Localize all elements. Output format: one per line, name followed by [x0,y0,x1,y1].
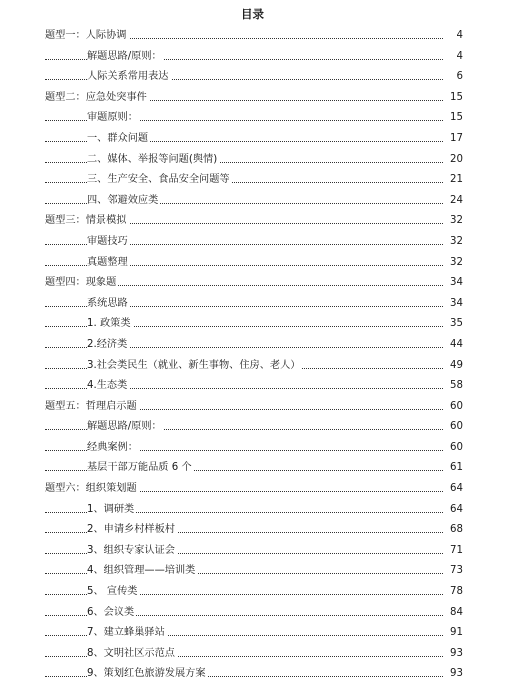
toc-entry-label: 6、会议类 [87,603,136,624]
toc-subsection-entry[interactable] [0,170,505,191]
toc-entry-label: 4、组织管理——培训类 [87,561,197,582]
toc-subsection-entry[interactable] [0,232,505,253]
toc-section-entry[interactable] [0,88,505,109]
toc-page-number: 60 [443,417,463,438]
toc-subsection-entry[interactable] [0,417,505,438]
toc-entry-label: 解题思路/原则： [87,417,164,438]
toc-subsection-entry[interactable] [0,67,505,88]
toc-entry-label: 题型一：人际协调 [45,26,129,47]
toc-subsection-entry[interactable] [0,520,505,541]
toc-list [0,26,505,685]
toc-page-number: 17 [443,129,463,150]
toc-entry-label: 8、文明社区示范点 [87,644,177,665]
toc-entry-label: 系统思路 [87,294,130,315]
toc-page-number: 15 [443,108,463,129]
toc-subsection-entry[interactable] [0,376,505,397]
toc-subsection-entry[interactable] [0,438,505,459]
toc-subsection-entry[interactable] [0,314,505,335]
toc-page-number: 61 [443,458,463,479]
toc-entry-label: 题型五：哲理启示题 [45,397,139,418]
toc-page-number: 35 [443,314,463,335]
toc-entry-label: 3、组织专家认证会 [87,541,177,562]
toc-entry-label: 题型六：组织策划题 [45,479,139,500]
toc-page-number: 44 [443,335,463,356]
toc-entry-label: 二、媒体、举报等问题(舆情) [87,150,219,171]
toc-subsection-entry[interactable] [0,582,505,603]
toc-page-number: 34 [443,273,463,294]
toc-entry-label: 审题原则： [87,108,140,129]
toc-page-number: 68 [443,520,463,541]
toc-page-number: 21 [443,170,463,191]
toc-subsection-entry[interactable] [0,458,505,479]
toc-section-entry[interactable] [0,211,505,232]
toc-page-number: 32 [443,253,463,274]
toc-entry-label: 3.社会类民生（就业、新生事物、住房、老人） [87,356,302,377]
toc-section-entry[interactable] [0,397,505,418]
toc-entry-label: 四、邻避效应类 [87,191,160,212]
toc-entry-label: 7、建立蜂巢驿站 [87,623,167,644]
toc-page-number: 32 [443,232,463,253]
toc-entry-label: 题型三：情景模拟 [45,211,129,232]
toc-page-number: 60 [443,397,463,418]
toc-entry-label: 5、 宣传类 [87,582,139,603]
toc-page-number: 91 [443,623,463,644]
toc-entry-label: 一、群众问题 [87,129,150,150]
toc-page-number: 15 [443,88,463,109]
toc-entry-label: 真题整理 [87,253,130,274]
toc-subsection-entry[interactable] [0,644,505,665]
toc-subsection-entry[interactable] [0,47,505,68]
toc-subsection-entry[interactable] [0,356,505,377]
toc-title: 目录 [241,7,264,21]
toc-subsection-entry[interactable] [0,561,505,582]
toc-page-number: 64 [443,500,463,521]
toc-section-entry[interactable] [0,273,505,294]
toc-page-number: 20 [443,150,463,171]
toc-entry-label: 经典案例： [87,438,140,459]
toc-subsection-entry[interactable] [0,500,505,521]
toc-page-number: 60 [443,438,463,459]
toc-subsection-entry[interactable] [0,603,505,624]
toc-subsection-entry[interactable] [0,191,505,212]
toc-page-number: 4 [443,47,463,68]
toc-page-number: 64 [443,479,463,500]
toc-page-number: 78 [443,582,463,603]
toc-page-number: 49 [443,356,463,377]
toc-entry-label: 三、生产安全、食品安全问题等 [87,170,232,191]
toc-entry-label: 2.经济类 [87,335,129,356]
toc-entry-label: 审题技巧 [87,232,130,253]
toc-subsection-entry[interactable] [0,253,505,274]
toc-page-number: 4 [443,26,463,47]
toc-page-number: 24 [443,191,463,212]
toc-subsection-entry[interactable] [0,623,505,644]
toc-section-entry[interactable] [0,479,505,500]
toc-entry-label: 解题思路/原则： [87,47,164,68]
toc-page-number: 32 [443,211,463,232]
toc-entry-label: 1. 政策类 [87,314,133,335]
toc-entry-label: 4.生态类 [87,376,129,397]
toc-entry-label: 基层干部万能品质 6 个 [87,458,194,479]
toc-subsection-entry[interactable] [0,294,505,315]
toc-page-number: 73 [443,561,463,582]
toc-entry-label: 人际关系常用表达 [87,67,171,88]
toc-page-number: 93 [443,664,463,685]
toc-subsection-entry[interactable] [0,541,505,562]
toc-entry-label: 2、申请乡村样板村 [87,520,177,541]
toc-subsection-entry[interactable] [0,150,505,171]
toc-page-number: 71 [443,541,463,562]
toc-entry-label: 题型四：现象题 [45,273,118,294]
toc-entry-label: 9、策划红色旅游发展方案 [87,664,208,685]
toc-section-entry[interactable] [0,26,505,47]
toc-entry-label: 题型二：应急处突事件 [45,88,149,109]
toc-subsection-entry[interactable] [0,108,505,129]
toc-page-number: 34 [443,294,463,315]
toc-subsection-entry[interactable] [0,664,505,685]
toc-subsection-entry[interactable] [0,335,505,356]
toc-page-number: 84 [443,603,463,624]
toc-page-number: 58 [443,376,463,397]
toc-page-number: 93 [443,644,463,665]
toc-entry-label: 1、调研类 [87,500,136,521]
toc-page-number: 6 [443,67,463,88]
toc-subsection-entry[interactable] [0,129,505,150]
